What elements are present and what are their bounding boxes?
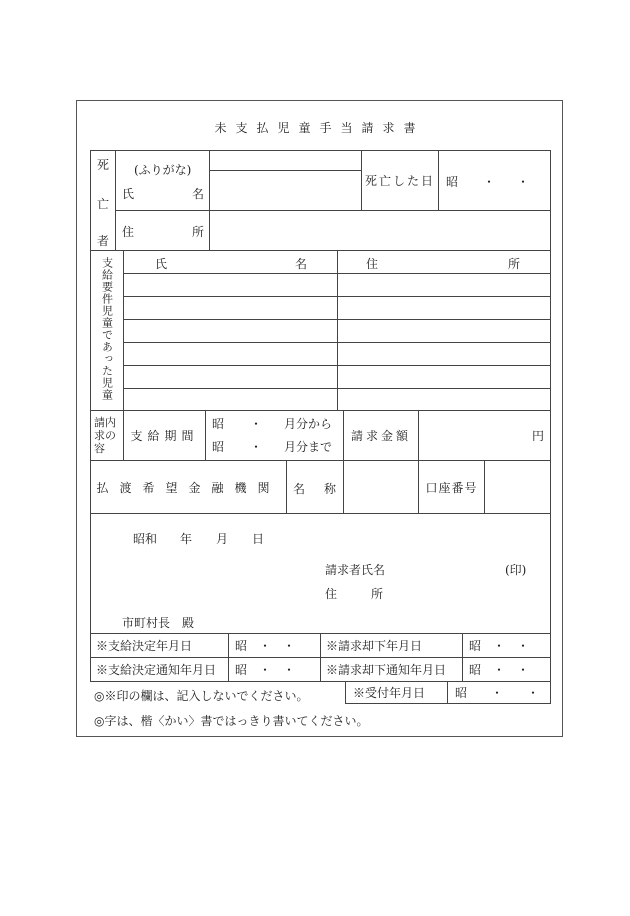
office-right-label-cell — [320, 657, 463, 682]
name-label-b: 名 — [192, 187, 205, 201]
from-era: 昭 — [212, 417, 225, 431]
dot: ・ — [483, 175, 496, 189]
child-name-field[interactable] — [123, 273, 338, 297]
to-era: 昭 — [212, 440, 225, 454]
claim-section-label-cell — [90, 410, 124, 461]
deceased-label-2: 亡 — [97, 197, 110, 211]
account-number-field[interactable] — [484, 460, 551, 514]
bank-label: 払渡希望金融機関 — [96, 480, 281, 495]
decision-notice-date-label: ※支給決定通知年月日 — [96, 663, 217, 677]
child-address-field[interactable] — [337, 273, 551, 297]
claim-section-label: 請内求の容 — [94, 416, 116, 455]
furigana-field[interactable] — [209, 150, 362, 171]
rejection-date-field — [462, 633, 551, 658]
deceased-address-field[interactable] — [209, 210, 551, 251]
address-label-a: 住 — [122, 225, 135, 239]
decision-date-value: 昭 ・ ・ — [235, 639, 296, 653]
child-name-field[interactable] — [123, 296, 338, 320]
address-label-b: 所 — [192, 225, 205, 239]
deceased-label-1: 死 — [97, 158, 110, 172]
child-address-field[interactable] — [337, 342, 551, 366]
bank-label-cell — [90, 460, 287, 514]
child-address-field[interactable] — [337, 388, 551, 411]
date-day: 日 — [252, 532, 265, 546]
dot: ・ — [250, 417, 263, 431]
dot: ・ — [517, 175, 530, 189]
period-label: 支給期間 — [130, 429, 199, 443]
account-label-cell — [418, 460, 485, 514]
rejection-notice-date-field — [462, 657, 551, 682]
amount-field[interactable] — [418, 410, 551, 461]
office-left-label-cell — [90, 657, 229, 682]
date-era: 昭和 — [133, 532, 158, 546]
to-suffix: 月分まで — [284, 440, 333, 454]
deceased-name-field[interactable] — [209, 170, 362, 211]
from-suffix: 月分から — [284, 417, 333, 431]
decision-notice-date-field — [228, 657, 321, 682]
period-label-cell — [123, 410, 206, 461]
seal-mark: (印) — [505, 563, 527, 577]
death-date-era: 昭 — [446, 175, 459, 189]
bank-name-label-a: 名 — [293, 482, 306, 496]
decision-notice-date-value: 昭 ・ ・ — [235, 663, 296, 677]
yen-unit: 円 — [531, 429, 544, 443]
dot: ・ — [250, 440, 263, 454]
form-title: 未支払児童手当請求書 — [214, 121, 425, 135]
child-name-field[interactable] — [123, 388, 338, 411]
bank-name-label-b: 称 — [324, 482, 337, 496]
date-month: 月 — [216, 532, 229, 546]
deceased-label-3: 者 — [97, 234, 110, 248]
rejection-date-label: ※請求却下年月日 — [326, 639, 423, 653]
decision-date-field — [228, 633, 321, 658]
amount-label: 請求金額 — [350, 429, 411, 443]
death-date-label-cell — [361, 150, 439, 211]
account-label: 口座番号 — [425, 480, 478, 495]
receipt-date-field — [447, 681, 551, 704]
col-name-a: 氏 — [155, 257, 168, 271]
children-section-label: 支給要件児童であった児童 — [100, 257, 114, 401]
date-year: 年 — [180, 532, 193, 546]
child-address-field[interactable] — [337, 365, 551, 389]
note-handwriting: ◎字は、楷〈かい〉書ではっきり書いてください。 — [94, 714, 369, 728]
col-address-a: 住 — [366, 257, 379, 271]
claimant-address-label-a: 住 — [325, 587, 338, 601]
claimant-address-label-b: 所 — [371, 587, 384, 601]
receipt-date-label: ※受付年月日 — [353, 686, 426, 700]
death-date-label: 死亡した日 — [364, 174, 435, 188]
bank-name-field[interactable] — [343, 460, 419, 514]
child-name-field[interactable] — [123, 319, 338, 343]
furigana-label: (ふりがな) — [134, 163, 192, 177]
rejection-date-value: 昭 ・ ・ — [469, 639, 530, 653]
receipt-date-value: 昭 ・ ・ — [455, 686, 540, 700]
office-right-label-cell — [320, 633, 463, 658]
addressee: 市町村長 殿 — [122, 616, 195, 630]
rejection-notice-date-value: 昭 ・ ・ — [469, 663, 530, 677]
note-office-use: ◎※印の欄は、記入しないでください。 — [94, 689, 309, 703]
col-name-b: 名 — [295, 257, 308, 271]
child-name-field[interactable] — [123, 342, 338, 366]
child-address-field[interactable] — [337, 296, 551, 320]
col-address-b: 所 — [508, 257, 521, 271]
office-left-label-cell — [90, 633, 229, 658]
decision-date-label: ※支給決定年月日 — [96, 639, 193, 653]
child-address-field[interactable] — [337, 319, 551, 343]
name-label-a: 氏 — [122, 187, 135, 201]
receipt-label-cell — [345, 681, 448, 704]
rejection-notice-date-label: ※請求却下通知年月日 — [326, 663, 447, 677]
amount-label-cell — [343, 410, 419, 461]
children-section-label-cell — [90, 250, 124, 411]
child-name-field[interactable] — [123, 365, 338, 389]
claimant-name-label: 請求者氏名 — [325, 563, 386, 577]
